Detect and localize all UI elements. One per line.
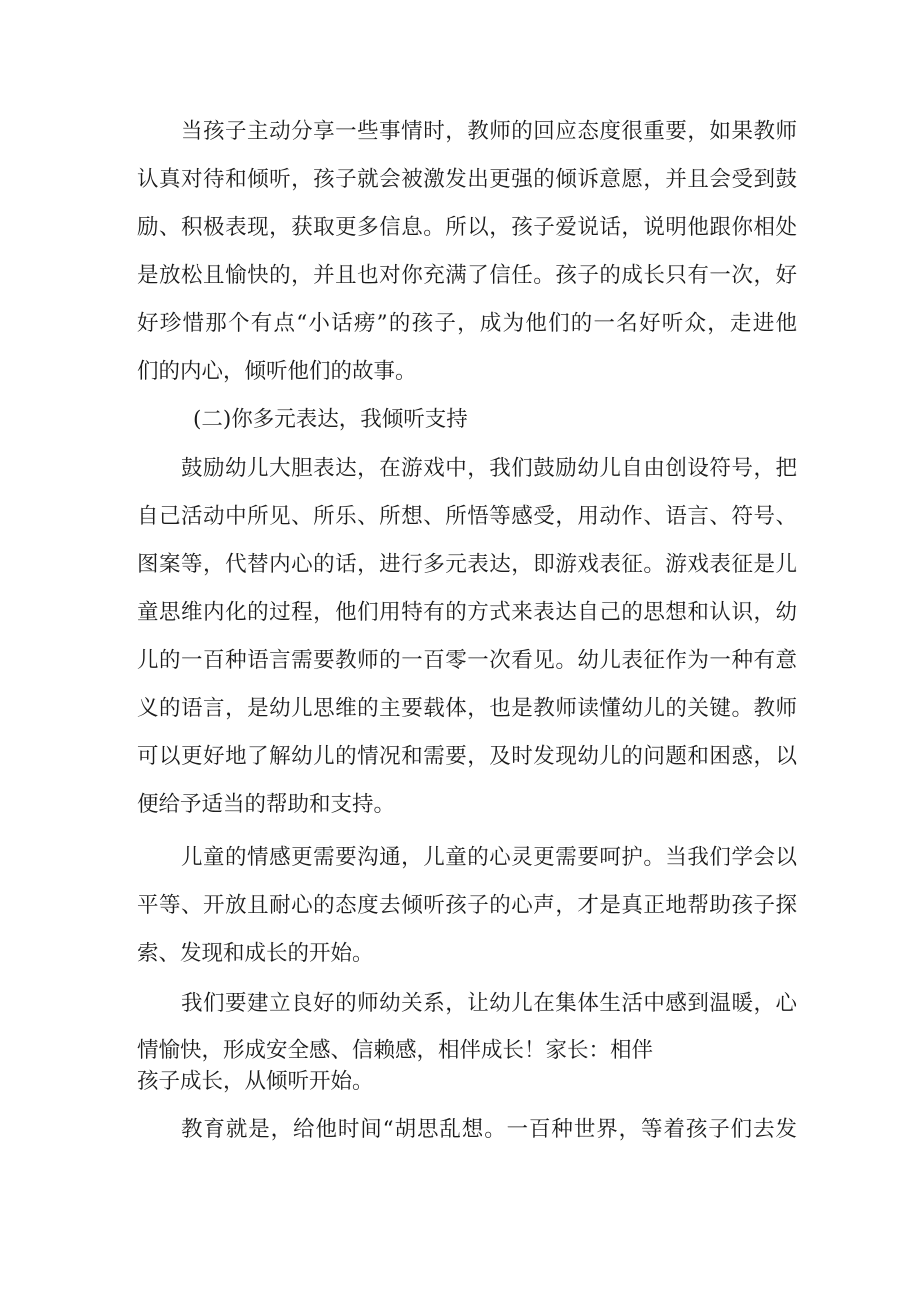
paragraph-4-line-2: 情愉快，形成安全感、信赖感，相伴成长！家长：相伴	[137, 1038, 654, 1063]
paragraph-2-line-1: 鼓励幼儿大胆表达，在游戏中，我们鼓励幼儿自由创设符号，把	[181, 456, 797, 481]
paragraph-4-line-3: 孩子成长，从倾听开始。	[137, 1069, 374, 1094]
paragraph-5-line-1: 教育就是，给他时间“胡思乱想。一百种世界，等着孩子们去发	[181, 1117, 797, 1142]
paragraph-2-line-7: 可以更好地了解幼儿的情况和需要，及时发现幼儿的问题和困惑，以	[137, 744, 797, 769]
paragraph-2-line-2: 自己活动中所见、所乐、所想、所悟等感受，用动作、语言、符号、	[137, 504, 797, 529]
paragraph-4-line-1: 我们要建立良好的师幼关系，让幼儿在集体生活中感到温暖，心	[181, 991, 797, 1016]
paragraph-1-line-3: 励、积极表现，获取更多信息。所以，孩子爱说话，说明他跟你相处	[137, 215, 797, 240]
paragraph-2-line-5: 儿的一百种语言需要教师的一百零一次看见。幼儿表征作为一种有意	[137, 648, 797, 673]
paragraph-2-line-6: 义的语言，是幼儿思维的主要载体，也是教师读懂幼儿的关键。教师	[137, 696, 797, 721]
paragraph-1-line-6: 们的内心，倾听他们的故事。	[137, 359, 417, 384]
paragraph-1-line-4: 是放松且愉快的，并且也对你充满了信任。孩子的成长只有一次，好	[137, 263, 797, 288]
paragraph-1-line-5: 好珍惜那个有点“小话痨”的孩子，成为他们的一名好听众，走进他	[137, 311, 797, 336]
paragraph-3-line-2: 平等、开放且耐心的态度去倾听孩子的心声，才是真正地帮助孩子探	[137, 893, 797, 918]
paragraph-2-line-3: 图案等，代替内心的话，进行多元表达，即游戏表征。游戏表征是儿	[137, 552, 797, 577]
paragraph-3-line-1: 儿童的情感更需要沟通，儿童的心灵更需要呵护。当我们学会以	[181, 845, 797, 870]
paragraph-2-line-4: 童思维内化的过程，他们用特有的方式来表达自己的思想和认识，幼	[137, 600, 797, 625]
paragraph-3-line-3: 索、发现和成长的开始。	[137, 941, 374, 966]
section-heading: (二)你多元表达，我倾听支持	[193, 407, 468, 432]
paragraph-1-line-1: 当孩子主动分享一些事情时，教师的回应态度很重要，如果教师	[181, 119, 797, 144]
paragraph-1-line-2: 认真对待和倾听，孩子就会被激发出更强的倾诉意愿，并且会受到鼓	[137, 167, 797, 192]
paragraph-2-line-8: 便给予适当的帮助和支持。	[137, 792, 396, 817]
